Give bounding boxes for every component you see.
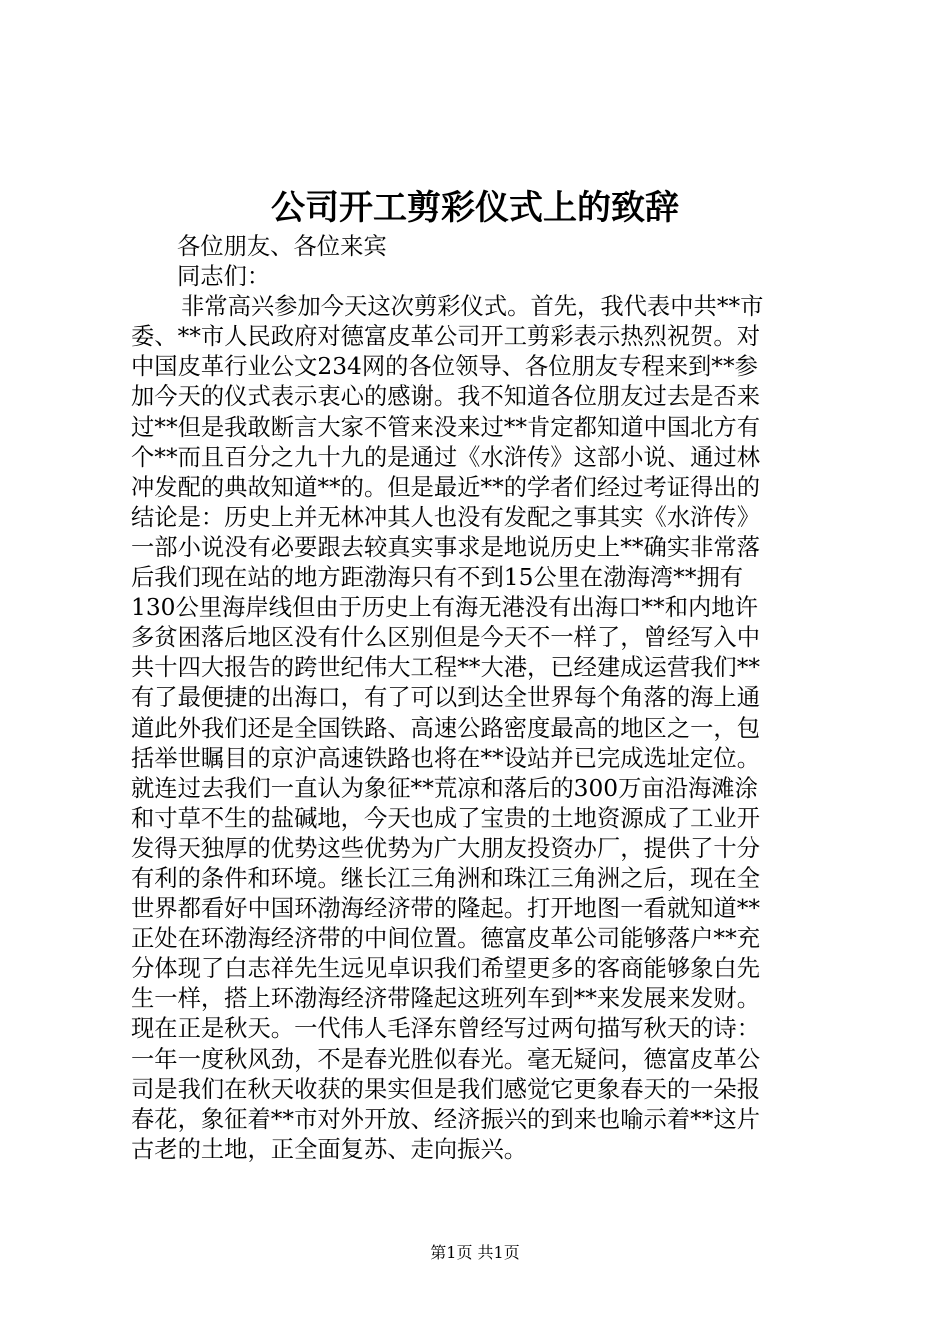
paragraph-line: 加今天的仪式表示衷心的感谢。我不知道各位朋友过去是否来 — [131, 383, 761, 411]
paragraph-line: 正处在环渤海经济带的中间位置。德富皮革公司能够落户**充 — [131, 925, 761, 953]
salutation-line: 各位朋友、各位来宾 — [177, 233, 387, 260]
paragraph-line: 古老的土地，正全面复苏、走向振兴。 — [131, 1135, 528, 1163]
paragraph-line: 后我们现在站的地方距渤海只有不到15公里在渤海湾**拥有 — [131, 564, 744, 592]
paragraph-line: 司是我们在秋天收获的果实但是我们感觉它更象春天的一朵报 — [131, 1075, 761, 1103]
paragraph-line: 委、**市人民政府对德富皮革公司开工剪彩表示热烈祝贺。对 — [131, 323, 761, 351]
paragraph-line: 春花，象征着**市对外开放、经济振兴的到来也喻示着**这片 — [131, 1105, 761, 1133]
paragraph-line: 分体现了白志祥先生远见卓识我们希望更多的客商能够象白先 — [131, 955, 761, 983]
paragraph-line: 道此外我们还是全国铁路、高速公路密度最高的地区之一，包 — [131, 714, 761, 742]
paragraph-line: 冲发配的典故知道**的。但是最近**的学者们经过考证得出的 — [131, 473, 761, 501]
paragraph-line: 共十四大报告的跨世纪伟大工程**大港，已经建成运营我们** — [131, 654, 761, 682]
document-title: 公司开工剪彩仪式上的致辞 — [271, 188, 679, 228]
paragraph-line: 生一样，搭上环渤海经济带隆起这班列车到**来发展来发财。 — [131, 985, 761, 1013]
paragraph-line: 过**但是我敢断言大家不管来没来过**肯定都知道中国北方有 — [131, 413, 761, 441]
speech-paragraph — [131, 292, 831, 1165]
paragraph-line: 有利的条件和环境。继长江三角洲和珠江三角洲之后，现在全 — [131, 864, 761, 892]
paragraph-line: 世界都看好中国环渤海经济带的隆起。打开地图一看就知道** — [131, 895, 761, 923]
paragraph-line: 和寸草不生的盐碱地，今天也成了宝贵的土地资源成了工业开 — [131, 804, 761, 832]
paragraph-line: 中国皮革行业公文234网的各位领导、各位朋友专程来到**参 — [131, 353, 758, 381]
salutation-line: 同志们： — [177, 263, 271, 291]
paragraph-line: 非常高兴参加今天这次剪彩仪式。首先，我代表中共**市 — [181, 293, 764, 321]
paragraph-line: 括举世瞩目的京沪高速铁路也将在**设站并已完成选址定位。 — [131, 744, 761, 772]
paragraph-line: 多贫困落后地区没有什么区别但是今天不一样了，曾经写入中 — [131, 624, 761, 652]
paragraph-line: 现在正是秋天。一代伟人毛泽东曾经写过两句描写秋天的诗： — [131, 1015, 761, 1043]
page-footer: 第1页 共1页 — [430, 1243, 520, 1262]
document-body — [131, 232, 831, 1165]
paragraph-line: 发得天独厚的优势这些优势为广大朋友投资办厂，提供了十分 — [131, 834, 761, 862]
paragraph-line: 个**而且百分之九十九的是通过《水浒传》这部小说、通过林 — [131, 443, 761, 471]
paragraph-line: 就连过去我们一直认为象征**荒凉和落后的300万亩沿海滩涂 — [131, 774, 758, 802]
paragraph-line: 130公里海岸线但由于历史上有海无港没有出海口**和内地许 — [131, 594, 758, 622]
paragraph-line: 一部小说没有必要跟去较真实事求是地说历史上**确实非常落 — [131, 533, 761, 561]
paragraph-line: 有了最便捷的出海口，有了可以到达全世界每个角落的海上通 — [131, 684, 761, 712]
paragraph-line: 结论是：历史上并无林冲其人也没有发配之事其实《水浒传》 — [131, 503, 761, 531]
paragraph-line: 一年一度秋风劲，不是春光胜似春光。毫无疑问，德富皮革公 — [131, 1045, 761, 1073]
